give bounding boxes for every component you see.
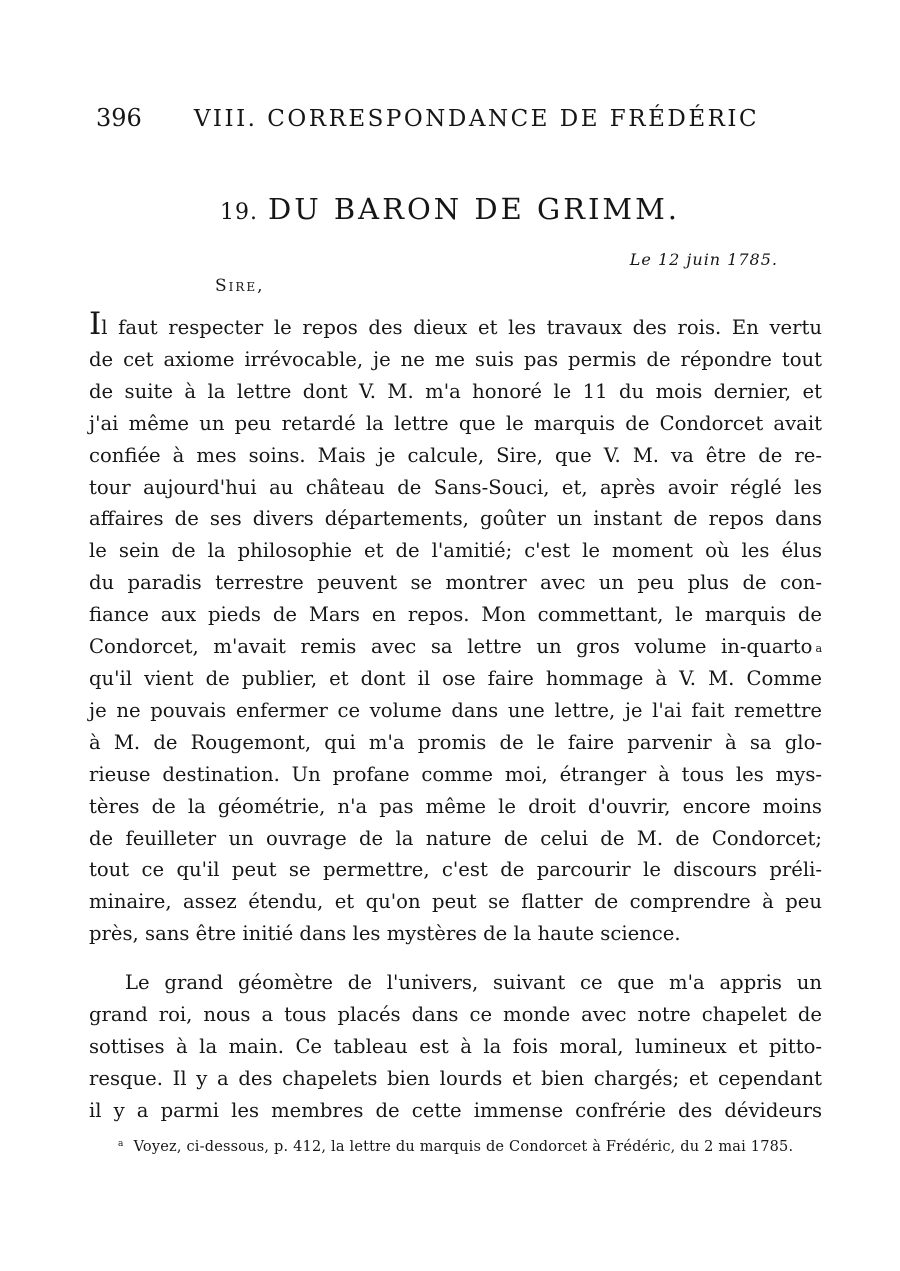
paragraph-2 [89,967,822,1127]
footnote-ref: a [815,642,822,656]
text-line: rieuse destination. Un profane comme moi, étranger à tous les mys- [89,762,822,786]
footnote-marker: a [118,1139,124,1149]
text-line: tout ce qu'il peut se permettre, c'est de parcourir le discours préli- [89,858,822,882]
text-line: Condorcet, m'avait remis avec sa lettre un gros volume in-quarto $^a$ [89,635,822,659]
page-number: 396 [96,104,142,132]
text-line: de suite à la lettre dont V. M. m'a honoré le 11 du mois dernier, et [89,379,822,403]
text-line: minaire, assez étendu, et qu'on peut se flatter de comprendre à peu [89,890,822,914]
letter-title: DU BARON DE GRIMM. [267,192,681,226]
text-line: qu'il vient de publier, et dont il ose faire hommage à V. M. Comme [89,666,822,690]
letter-heading [0,192,900,226]
text-line: fiance aux pieds de Mars en repos. Mon commettant, le marquis de [89,603,822,627]
text-line: resque. Il y a des chapelets bien lourds et bien chargés; et cependant [89,1066,822,1090]
text-line: je ne pouvais enfermer ce volume dans une lettre, je l'ai fait remettre [89,698,822,722]
text-line: du paradis terrestre peuvent se montrer avec un peu plus de con- [89,571,822,595]
text-line: le sein de la philosophie et de l'amitié; c'est le moment où les élus [89,539,822,563]
text-line: j'ai même un peu retardé la lettre que le marquis de Condorcet avait [89,411,822,435]
salutation: Sire, [215,276,265,296]
text-line: il y a parmi les membres de cette immense confrérie des dévideurs [89,1098,822,1122]
text-line: confiée à mes soins. Mais je calcule, Sire, que V. M. va être de re- [89,443,822,467]
text-line: affaires de ses divers départements, goûter un instant de repos dans [89,507,822,531]
paragraph-1 [89,306,822,950]
letter-number: 19. [219,200,258,225]
text-line: Il faut respecter le repos des dieux et les travaux des rois. En vertu [89,306,822,342]
footnote-text: Voyez, ci-dessous, p. 412, la lettre du marquis de Condorcet à Frédéric, du 2 mai 1785. [133,1139,794,1155]
text-line: sottises à la main. Ce tableau est à la fois moral, lumineux et pitto- [89,1034,822,1058]
drop-cap: I [89,306,102,342]
text-line: près, sans être initié dans les mystères de la haute science. [89,922,681,946]
footnote [118,1139,838,1155]
text-line: de feuilleter un ouvrage de la nature de celui de M. de Condorcet; [89,826,822,850]
running-head [96,104,760,132]
text-line: tères de la géométrie, n'a pas même le droit d'ouvrir, encore moins [89,794,822,818]
text-line: à M. de Rougemont, qui m'a promis de le faire parvenir à sa glo- [89,730,822,754]
letter-date: Le 12 juin 1785. [629,250,778,269]
text-line: Le grand géomètre de l'univers, suivant ce que m'a appris un [125,971,822,994]
text-line: de cet axiome irrévocable, je ne me suis pas permis de répondre tout [89,347,822,371]
running-title: VIII. CORRESPONDANCE DE FRÉDÉRIC [193,106,760,132]
text-line: tour aujourd'hui au château de Sans-Souci, et, après avoir réglé les [89,475,822,499]
text-line: grand roi, nous a tous placés dans ce monde avec notre chapelet de [89,1002,822,1026]
